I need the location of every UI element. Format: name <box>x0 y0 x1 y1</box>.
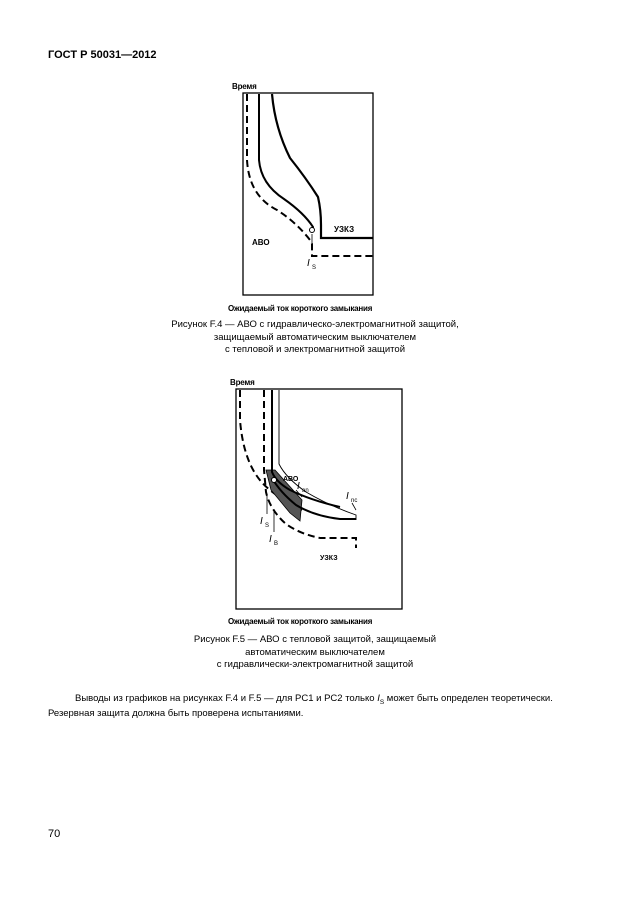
f5-avo-label: АВО <box>283 476 299 483</box>
f5-inc-subscript: nc <box>351 498 358 504</box>
paragraph-text: может быть определен теоретически. <box>384 693 553 704</box>
f5-inc-label: I <box>346 491 349 502</box>
f4-is-marker <box>310 228 315 233</box>
f5-is-label: I <box>260 516 263 527</box>
f5-ib-label: I <box>269 534 272 545</box>
body-paragraph-2: Резервная защита должна быть проверена испытаниями. <box>48 708 304 719</box>
f4-is-subscript: S <box>312 265 317 271</box>
f5-ian-subscript: an <box>302 488 309 494</box>
figure-f5 <box>228 378 402 626</box>
f5-y-axis-label: Время <box>230 378 255 387</box>
f5-uzkz-dashed <box>264 390 356 548</box>
f5-uzkz-label: УЗКЗ <box>320 555 338 562</box>
f5-ib-subscript: B <box>274 541 279 547</box>
caption-line: Рисунок F.5 — АВО с тепловой защитой, защищаемый <box>193 634 437 645</box>
f5-is-subscript: S <box>265 523 270 529</box>
f5-ian-label: I <box>297 481 300 492</box>
f4-uzkz-band-upper <box>272 94 373 238</box>
figure-f5-caption <box>120 634 510 672</box>
f4-x-axis-label: Ожидаемый ток короткого замыкания <box>228 304 373 313</box>
f5-inc-pointer <box>352 503 356 510</box>
f4-avo-label: АВО <box>252 238 270 247</box>
paragraph-text: Выводы из графиков на рисунках F.4 и F.5 — для PC1 и PC2 только <box>75 693 378 704</box>
figure-f4-caption <box>120 319 510 357</box>
f5-x-axis-label: Ожидаемый ток короткого замыкания <box>228 617 373 626</box>
f4-is-label: I <box>307 258 310 269</box>
caption-line: защищаемый автоматическим выключателем <box>213 331 417 343</box>
is-subscript: S <box>379 698 385 706</box>
f4-y-axis-label: Время <box>232 82 257 91</box>
f5-avo-marker <box>272 478 277 483</box>
caption-line: Рисунок F.4 — АВО с гидравлическо-электромагнитной защитой, <box>171 319 459 330</box>
f4-uzkz-band-lower <box>259 94 313 232</box>
document-header: ГОСТ Р 50031—2012 <box>48 49 157 61</box>
caption-line: с гидравлически-электромагнитной защитой <box>216 659 414 670</box>
caption-line: с тепловой и электромагнитной защитой <box>224 344 405 355</box>
caption-line: автоматическим выключателем <box>245 646 385 658</box>
is-variable: I <box>377 693 380 704</box>
f4-uzkz-label: УЗКЗ <box>334 225 355 234</box>
page-number: 70 <box>48 828 61 840</box>
figure-f4 <box>228 82 373 313</box>
